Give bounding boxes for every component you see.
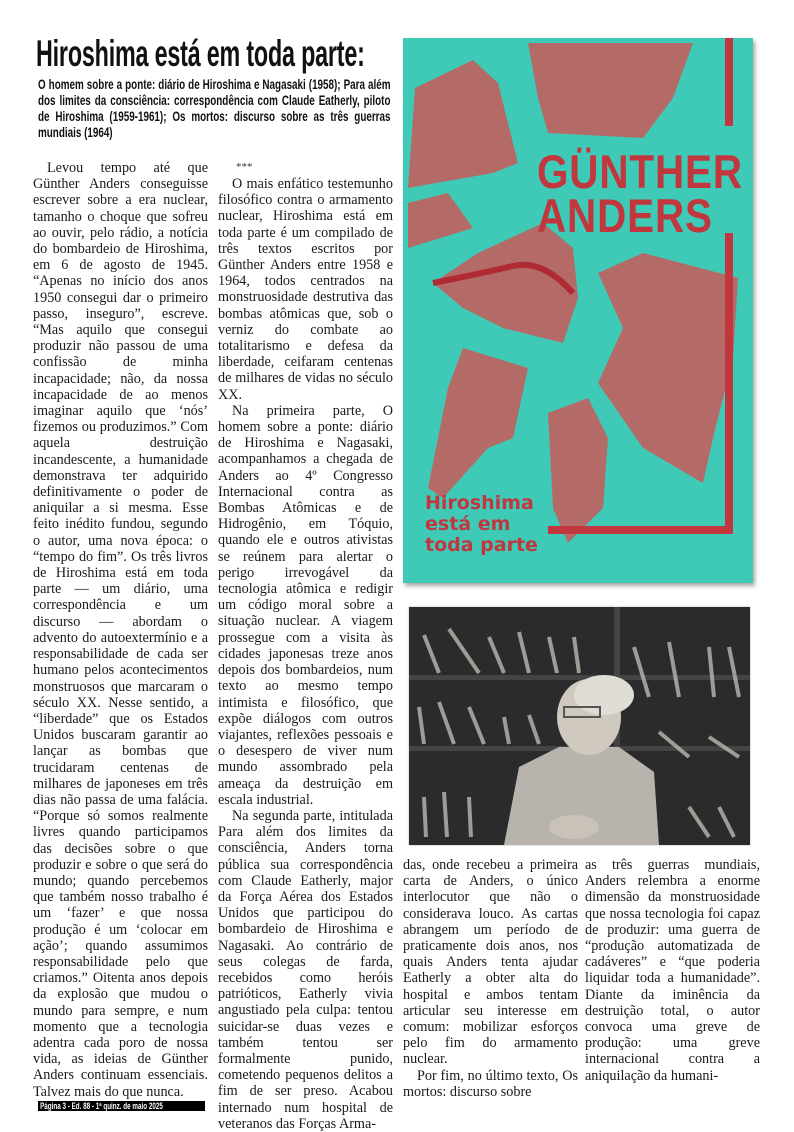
article-column-4 — [585, 857, 760, 1084]
footer-text: Página 3 - Ed. 88 - 1ª quinz. de maio 2025 — [40, 1101, 163, 1111]
article-column-3 — [403, 857, 578, 1100]
author-photo — [409, 607, 750, 845]
paragraph: O mais enfático testemunho filosófico contra o armamento nuclear, Hiroshima está em toda parte é um compilado de três textos escritos por Günther Anders entre 1958 e 1964, todos centrados na monstruosidade destrutiva das bombas atômicas que, sob o verniz do combate ao totalitarismo e defesa da liberdade, ceifaram centenas de milhares de vidas no século XX. — [218, 176, 393, 403]
paragraph: Na segunda parte, intitulada Para além dos limites da consciência, Anders torna pública sua correspondência com Claude Eatherly, major da Força Aérea dos Estados Unidos que participou do bombardeio de Hiroshima e Nagasaki. Ao contrário de seus colegas de farda, recebidos como heróis patrióticos, Eatherly vivia angustiado pela culpa: tentou suicidar-se duas vezes e também tentou ser formalmente punido, cometendo pequenos delitos a fim de ser preso. Acabou internado num hospital de veteranos das Forças Arma- — [218, 807, 393, 1132]
page-footer — [38, 1101, 205, 1111]
paragraph: Na primeira parte, O homem sobre a ponte: diário de Hiroshima e Nagasaki, acompanhamos a chegada de Anders ao 4º Congresso Internacional contra as Bombas Atômicas e de Hidrogênio, em Tóquio, quando ele e outros ativistas se reúnem para alertar o perigo irrevogável da tecnologia atômica e redigir um código moral sobre a situação nuclear. A viagem prossegue com a visita às cidades japonesas treze anos depois dos bombardeios, num texto ao mesmo tempo intimista e filosófico, que expõe diálogos com outros viajantes, reflexões pessoais e o desespero de viver num mundo assombrado pela ameaça da destruição em escala industrial. — [218, 402, 393, 808]
cover-book-title: Hiroshima está em toda parte — [425, 492, 538, 556]
cover-author-last: ANDERS — [537, 189, 713, 242]
paragraph: das, onde recebeu a primeira carta de Anders, o único interlocutor que não o considerava louco. As cartas abrangem um período de praticamente dois anos, nos quais Anders tenta ajudar Eatherly a obter alta do hospital e ambos tentam articular seu interesse em comum: mobilizar esforços pelo fim do armamento nuclear. — [403, 857, 578, 1068]
article-column-1 — [33, 160, 208, 1100]
paragraph: Levou tempo até que Günther Anders conseguisse escrever sobre a era nuclear, tamanho o choque que sofreu ao ouvir, pelo rádio, a notícia do bombardeio de Hiroshima, em 6 de agosto de 1945. “Apenas no início dos anos 1950 consegui dar o primeiro passo, inseguro”, escreve. “Mas aquilo que consegui produzir não passou de uma confissão de minha incapacidade; não, da nossa incapacidade de ao menos imaginar aquilo que ‘nós’ fizemos ou produzimos.” Com aquela destruição incandescente, a humanidade demonstrava ter adquirido definitivamente o poder de aniquilar a si mesma. Esse feito inédito fundou, segundo o autor, uma nova época: o “tempo do fim”. Os três livros de Hiroshima está em toda parte — um diário, uma correspondência e um discurso — abordam o advento do autoextermínio e a responsabilidade de cada ser humano pelos acontecimentos monstruosos que marcaram o século XX. Nesse sentido, a “liberdade” que os Estados Unidos buscaram garantir ao lançar as bombas que trucidaram centenas de milhares de japoneses em três dias não passa de uma falácia. “Porque só somos realmente livres quando participamos das decisões sobre o que produzir e sobre o que será do mundo; quando percebemos que também nosso trabalho é um ‘fazer’ e que nossa produção é um ‘colocar em ação’; quando assumimos responsabilidade pelo que criamos.” Oitenta anos depois da explosão que mudou o mundo para sempre, e num momento que a tecnologia adentra cada poro de nossa vida, as ideias de Günther Anders continuam essenciais. Talvez mais do que nunca. — [33, 160, 208, 1100]
paragraph: as três guerras mundiais, Anders relembra a enorme dimensão da monstruosidade que nossa tecnologia foi capaz de produzir: uma guerra de “produção automatizada de cadáveres” e “que poderia liquidar toda a humanidade”. Diante da iminência da destruição total, o autor convoca uma greve de produção: uma greve internacional contra a aniquilação da humani- — [585, 857, 760, 1084]
paragraph: Por fim, no último texto, Os mortos: discurso sobre — [403, 1067, 578, 1100]
article-title: Hiroshima está em toda parte: — [36, 33, 365, 74]
article-subtitle: O homem sobre a ponte: diário de Hiroshima e Nagasaki (1958); Para além dos limites da consciência: correspondência com Claude Eatherly, piloto de Hiroshima (1959-1961); Os mortos: discurso sobre as três guerras mundiais (1964) — [38, 76, 391, 140]
author-photo-art — [409, 607, 750, 845]
book-cover-image — [403, 38, 753, 583]
section-separator: *** — [236, 161, 253, 173]
cover-author-first: GÜNTHER — [537, 145, 743, 198]
article-column-2 — [218, 160, 393, 1132]
cover-author — [537, 145, 743, 242]
